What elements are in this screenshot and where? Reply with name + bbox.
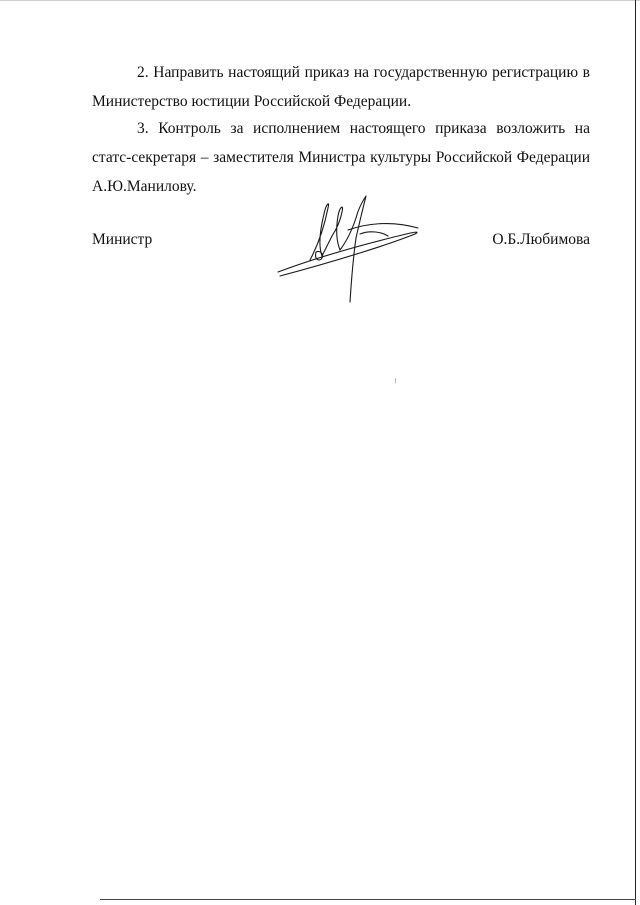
handwritten-signature — [270, 190, 430, 310]
scan-edge-top — [0, 0, 640, 1]
signatory-title: Министр — [92, 231, 153, 248]
paragraph-3-line-2: статс-секретаря – заместителя Министра культуры Российской Федерации — [92, 149, 590, 166]
scan-speck — [395, 378, 396, 383]
paragraph-3-line-3: А.Ю.Манилову. — [92, 178, 197, 195]
paragraph-2-line-2: Министерство юстиции Российской Федерации. — [92, 93, 412, 110]
scan-edge-right — [635, 0, 636, 905]
paragraph-2-line-1: 2. Направить настоящий приказ на государственную регистрацию в — [137, 64, 590, 81]
signatory-name: О.Б.Любимова — [492, 231, 590, 248]
paragraph-3-line-1: 3. Контроль за исполнением настоящего приказа возложить на — [137, 120, 590, 137]
scan-edge-bottom — [100, 899, 636, 900]
